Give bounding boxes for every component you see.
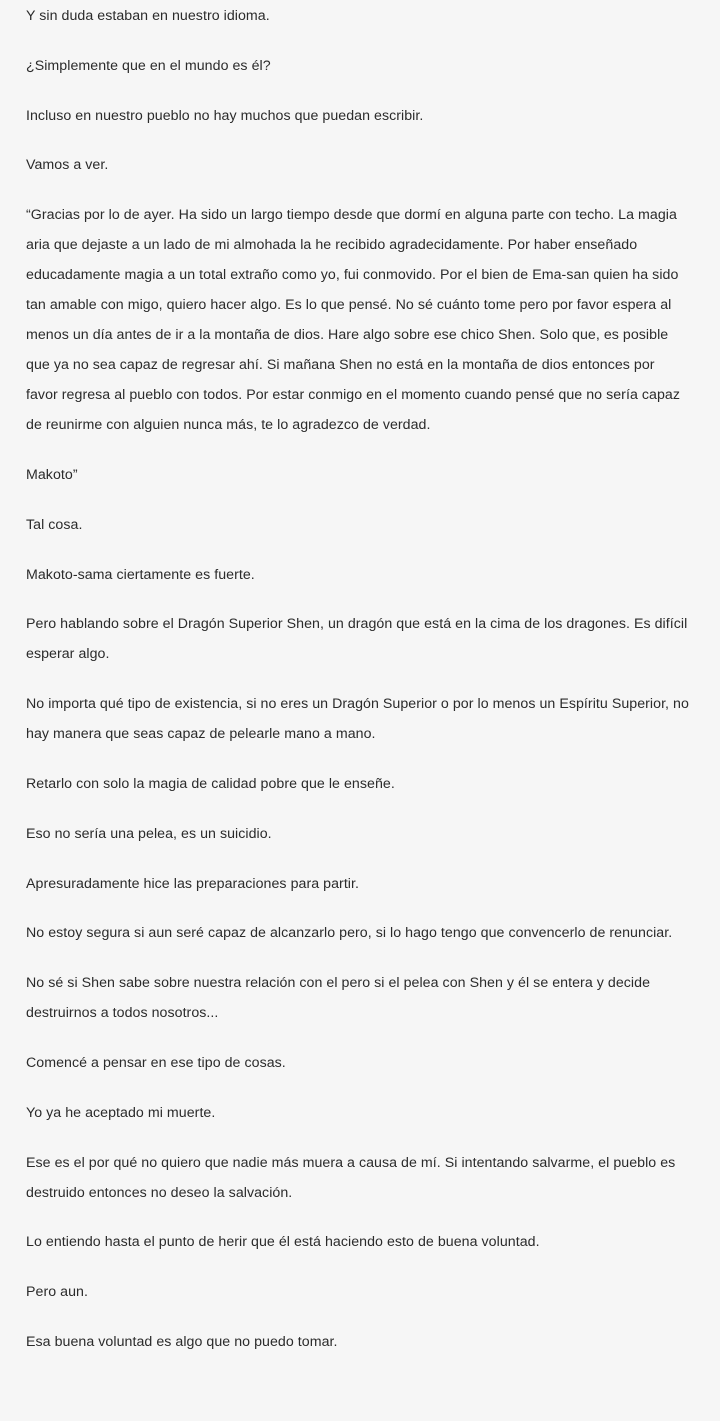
- paragraph: Comencé a pensar en ese tipo de cosas.: [26, 1054, 286, 1071]
- paragraph: No estoy segura si aun seré capaz de alcanzarlo pero, si lo hago tengo que convencerlo de renunciar.: [26, 925, 673, 942]
- paragraph: Yo ya he aceptado mi muerte.: [26, 1104, 216, 1121]
- paragraph: Incluso en nuestro pueblo no hay muchos que puedan escribir.: [26, 107, 424, 124]
- paragraph: ¿Simplemente que en el mundo es él?: [26, 57, 271, 74]
- paragraph: Lo entiendo hasta el punto de herir que él está haciendo esto de buena voluntad.: [26, 1234, 540, 1251]
- paragraph: Pero hablando sobre el Dragón Superior Shen, un dragón que está en la cima de los dragones. Es difícil esperar algo.: [26, 616, 688, 663]
- paragraph: Tal cosa.: [26, 516, 83, 533]
- paragraph: Eso no sería una pelea, es un suicidio.: [26, 825, 272, 842]
- letter-signature: Makoto”: [26, 466, 78, 483]
- reading-text: [26, 1, 690, 1377]
- paragraph: Ese es el por qué no quiero que nadie más muera a causa de mí. Si intentando salvarme, el pueblo es destruido entonces no deseo la salvación.: [26, 1154, 676, 1201]
- paragraph: Esa buena voluntad es algo que no puedo tomar.: [26, 1333, 338, 1350]
- letter-paragraph: “Gracias por lo de ayer. Ha sido un largo tiempo desde que dormí en alguna parte con techo. La magia aria que dejaste a un lado de mi almohada la he recibido agradecidamente. Por haber enseñado educadamente magia a un total extraño como yo, fui conmovido. Por el bien de Ema-san quien ha sido tan amable con migo, quiero hacer algo. Es lo que pensé. No sé cuánto tome pero por favor espera al menos un día antes de ir a la montaña de dios. Hare algo sobre ese chico Shen. Solo que, es posible que ya no sea capaz de regresar ahí. Si mañana Shen no está en la montaña de dios entonces por favor regresa al pueblo con todos. Por estar conmigo en el momento cuando pensé que no sería capaz de reunirme con alguien nunca más, te lo agradezco de verdad.: [26, 207, 680, 434]
- paragraph: Retarlo con solo la magia de calidad pobre que le enseñe.: [26, 775, 395, 792]
- paragraph: Apresuradamente hice las preparaciones para partir.: [26, 875, 359, 892]
- paragraph: No sé si Shen sabe sobre nuestra relación con el pero si el pelea con Shen y él se entera y decide destruirnos a todos nosotros...: [26, 975, 651, 1022]
- paragraph: No importa qué tipo de existencia, si no eres un Dragón Superior o por lo menos un Espíritu Superior, no hay manera que seas capaz de pelearle mano a mano.: [26, 696, 689, 743]
- paragraph: Y sin duda estaban en nuestro idioma.: [26, 8, 270, 24]
- paragraph: Pero aun.: [26, 1284, 88, 1301]
- paragraph: Vamos a ver.: [26, 157, 109, 174]
- paragraph: Makoto-sama ciertamente es fuerte.: [26, 566, 255, 583]
